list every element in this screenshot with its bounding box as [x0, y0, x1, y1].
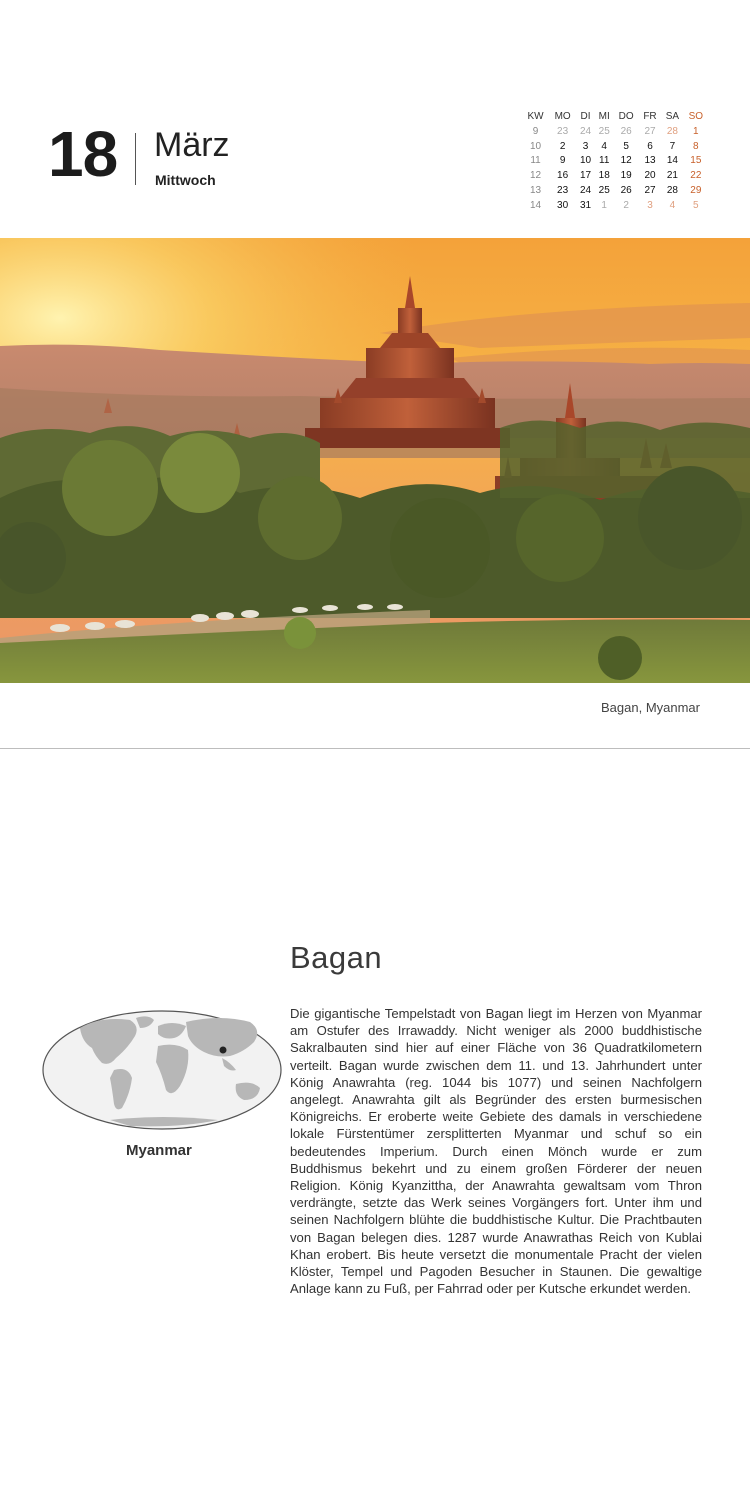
world-map-icon [40, 1008, 284, 1133]
calendar-day: 7 [669, 140, 676, 152]
map-label: Myanmar [126, 1142, 192, 1159]
mini-calendar-header-row [522, 108, 708, 124]
col-kw: KW [527, 110, 544, 122]
col-sa: SA [665, 110, 680, 122]
calendar-day: 29 [690, 185, 702, 197]
calendar-day: 22 [690, 170, 702, 182]
calendar-day: 26 [620, 125, 632, 137]
day-number: 18 [48, 118, 118, 190]
calendar-day: 23 [557, 185, 569, 197]
calendar-day: 14 [666, 155, 678, 167]
week-number: 10 [529, 140, 542, 152]
calendar-day: 24 [579, 125, 592, 137]
calendar-day: 2 [559, 140, 566, 152]
calendar-day: 3 [582, 140, 589, 152]
calendar-day: 3 [647, 199, 653, 211]
photo-caption: Bagan, Myanmar [601, 700, 700, 715]
article-title: Bagan [290, 940, 383, 975]
calendar-day: 11 [599, 155, 610, 167]
mini-calendar-week-row [522, 124, 708, 139]
page-divider [0, 748, 750, 749]
calendar-day: 23 [557, 125, 569, 137]
calendar-day: 4 [669, 199, 676, 211]
mini-calendar-week-row [522, 154, 708, 169]
mini-calendar-week-row [522, 139, 708, 154]
mini-calendar [522, 108, 708, 213]
col-di: DI [580, 110, 591, 122]
month-name: März [154, 126, 230, 164]
calendar-day: 2 [623, 199, 629, 211]
week-number: 12 [529, 170, 542, 182]
col-fr: FR [643, 110, 657, 122]
col-do: DO [618, 110, 634, 122]
article-body: Die gigantische Tempelstadt von Bagan liegt im Herzen von Myanmar am Ostufer des Irrawaddy. Nicht weniger als 2000 buddhistische Sakralbauten sind hier auf einer Fläche von 36 Quadratkilometern verteilt. Bagan wurde zwischen dem 11. und 13. Jahrhundert unter König Anawrahta (reg. 1044 bis 1077) und seinen Nachfolgern angelegt. Anawrahta gilt als Begründer des ersten burmesischen Königreichs. Er eroberte weite Gebiete des damals in verschiedene lokale Fürstentümer zersplitterten Myanmar und schuf so ein bedeutendes Imperium. Durch einen Mönch wurde er zum Buddhismus bekehrt und zu einem großen Förderer der neuen Religion. König Kyanzittha, der Anawrahta gewaltsam vom Thron verdrängte, setzte das Werk seines Vorgängers fort. Unter ihm und seinen Nachfolgern blühte die buddhistische Kultur. Die Prachtbauten von Bagan belegen dies. 1287 wurde Anawrathas Reich von Kublai Khan erobert. Bis heute versetzt die monumentale Pracht der vielen Klöster, Tempel und Pagoden Besucher in Staunen. Die gewaltige Anlage kann zu Fuß, per Fahrrad oder per Kutsche erkundet werden. [290, 1006, 702, 1297]
calendar-day: 5 [623, 140, 629, 152]
calendar-day: 25 [598, 125, 610, 137]
header-divider [135, 133, 136, 185]
bagan-photo [0, 238, 750, 683]
calendar-day: 10 [579, 155, 592, 167]
location-marker-icon [220, 1047, 227, 1054]
calendar-day: 6 [647, 140, 653, 152]
calendar-day: 15 [690, 155, 702, 167]
calendar-day: 18 [598, 170, 610, 182]
calendar-day: 1 [601, 199, 607, 211]
col-mo: MO [554, 110, 571, 122]
mini-calendar-week-row [522, 198, 708, 213]
calendar-header [0, 0, 750, 238]
calendar-day: 25 [598, 185, 610, 197]
calendar-day: 24 [579, 185, 592, 197]
week-number: 14 [529, 199, 542, 211]
mini-calendar-week-row [522, 183, 708, 198]
calendar-day: 4 [601, 140, 607, 152]
calendar-day: 21 [666, 170, 678, 182]
calendar-day: 27 [644, 125, 656, 137]
calendar-day: 16 [557, 170, 569, 182]
weekday-name: Mittwoch [155, 172, 216, 188]
calendar-day: 8 [693, 140, 699, 152]
calendar-day: 27 [644, 185, 656, 197]
calendar-day: 5 [693, 199, 699, 211]
mini-calendar-week-row [522, 168, 708, 183]
calendar-day: 26 [620, 185, 632, 197]
calendar-day: 12 [620, 155, 632, 167]
calendar-day: 19 [620, 170, 632, 182]
calendar-day: 9 [559, 155, 566, 167]
calendar-day: 30 [557, 199, 569, 211]
calendar-day: 13 [644, 155, 656, 167]
calendar-day: 28 [666, 185, 678, 197]
calendar-day: 17 [579, 170, 592, 182]
week-number: 11 [530, 155, 541, 167]
bagan-landscape-image [0, 238, 750, 683]
calendar-day: 31 [579, 199, 592, 211]
col-mi: MI [598, 110, 610, 122]
col-so: SO [688, 110, 704, 122]
calendar-day: 20 [644, 170, 656, 182]
calendar-day: 1 [693, 125, 699, 137]
week-number: 13 [529, 185, 542, 197]
week-number: 9 [532, 125, 539, 137]
calendar-day: 28 [666, 125, 678, 137]
